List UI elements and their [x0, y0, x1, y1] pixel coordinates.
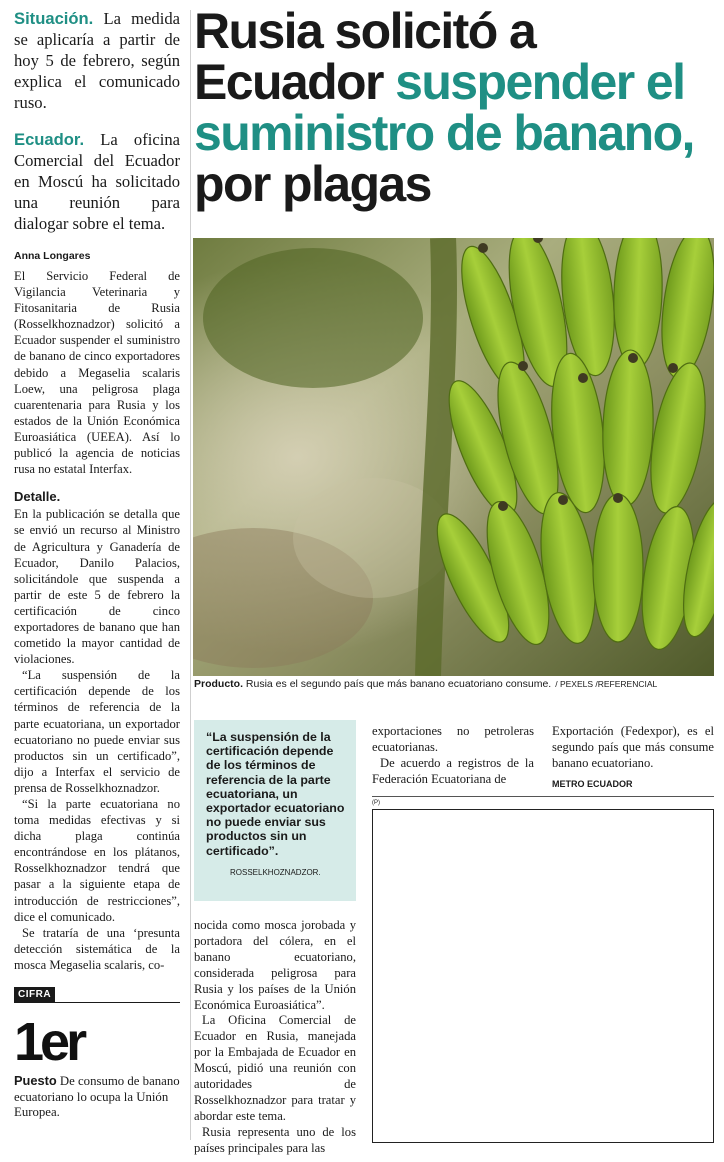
banana-image [193, 238, 714, 676]
lead-key: Ecuador. [14, 130, 85, 149]
article-body [14, 268, 180, 973]
article-paragraph: De acuerdo a registros de la Federación Ecuatoriana de [372, 755, 534, 786]
article-paragraph: “Si la parte ecuatoriana no toma medidas efectivas y si dicha plaga continúa encontrándose en los plátanos, Rosselkhoznadzor tendrá que pasar a la siguiente etapa de introducción de restricciones”, dice el comunicado. [14, 797, 180, 924]
middle-column [194, 918, 356, 1157]
headline [194, 3, 714, 212]
headline-part: por plagas [194, 156, 431, 212]
signature: METRO ECUADOR [552, 778, 633, 789]
quote-source: ROSSELKHOZNADZOR. [230, 867, 321, 877]
divider [14, 1002, 180, 1003]
article-paragraph: Rusia representa uno de los países principales para las [194, 1124, 356, 1155]
lead-text: La medida se aplicaría a partir de hoy 5 de febrero, según explica el comunicado ruso. [14, 9, 180, 112]
article-paragraph: exportaciones no petroleras ecuatorianas. [372, 724, 534, 754]
pull-quote [194, 720, 356, 901]
quote-text: “La suspensión de la certificación depende de los términos de referencia de la parte ecuatoriana, un exportador ecuatoriano no puede enviar sus productos sin un certificado”. [206, 730, 345, 858]
article-paragraph: La Oficina Comercial de Ecuador en Rusia, manejada por la Embajada de Ecuador en Moscú, pidió una reunión con autoridades de Rosselkhoznadzor para tratar y abordar este tema. [194, 1013, 356, 1123]
left-column [14, 8, 180, 1121]
fourth-column [552, 724, 714, 793]
cifra-description: De consumo de banano ecuatoriano lo ocupa la Unión Europea. [14, 1074, 180, 1120]
lead-text: La oficina Comercial del Ecuador en Moscú ha solicitado una reunión para dialogar sobre el tema. [14, 130, 180, 233]
article-paragraph: En la publicación se detalla que se envió un recurso al Ministro de Agricultura y Ganadería de Ecuador, Danilo Palacios, solicitándole que suspenda a partir de este 5 de febrero la certificación de cinco exportadores de banano que han cometido la mayor cantidad de violaciones. [14, 507, 180, 667]
caption-key: Producto. [194, 678, 243, 690]
article-paragraph: “La suspensión de la certificación depende de los términos de referencia de la parte ecuatoriana, un exportador ecuatoriano no puede enviar sus productos sin un certificado”, dijo a Interfax el servicio de prensa de Rosselkhoznadzor. [14, 668, 180, 795]
headline-part: Rusia solicitó a Ecuador [194, 3, 536, 110]
cifra-text [14, 1073, 180, 1121]
banana-photo [193, 238, 714, 676]
third-column [372, 724, 534, 788]
subheading: Detalle. [14, 489, 61, 505]
ad-frame [372, 809, 714, 1143]
byline: Anna Longares [14, 250, 91, 262]
lead-paragraph-ecuador [14, 129, 180, 234]
cifra-number: 1er [14, 1012, 84, 1073]
ad-tag: (P) [372, 800, 380, 806]
article-paragraph: nocida como mosca jorobada y portadora del cólera, en el banano ecuatoriano, considerada peligrosa para Rusia y los países de la Unión Económica Euroasiática”. [194, 918, 356, 1012]
article-paragraph: Se trataría de una ‘presunta detección sistemática de la mosca Megaselia scalaris, co- [14, 925, 180, 972]
lead-key: Situación. [14, 9, 94, 28]
article-paragraph: Exportación (Fedexpor), es el segundo país que más consume banano ecuatoriano. [552, 724, 714, 770]
photo-credit: / PEXELS /REFERENCIAL [555, 679, 658, 689]
cifra-tag: CIFRA [14, 987, 55, 1002]
headline-accent: suspender el suministro de banano, [194, 54, 694, 161]
photo-caption [194, 678, 714, 690]
lead-paragraph-situacion [14, 8, 180, 113]
ad-placeholder [372, 796, 714, 1142]
column-divider [190, 10, 191, 1140]
caption-text: Rusia es el segundo país que más banano ecuatoriano consume. [245, 678, 552, 690]
article-intro: El Servicio Federal de Vigilancia Veterinaria y Fitosanitaria de Rusia (Rosselkhoznadzor) solicitó a Ecuador suspender el suministro de banano de cinco exportadores debido a Megaselia scalaris Loew, una peligrosa plaga cuarentenaria para Rusia y los estados de la Unión Económica Euroasiática (UEEA). Así lo publicó la agencia de noticias rusa no estatal Interfax. [14, 269, 180, 477]
cifra-key: Puesto [14, 1073, 57, 1089]
